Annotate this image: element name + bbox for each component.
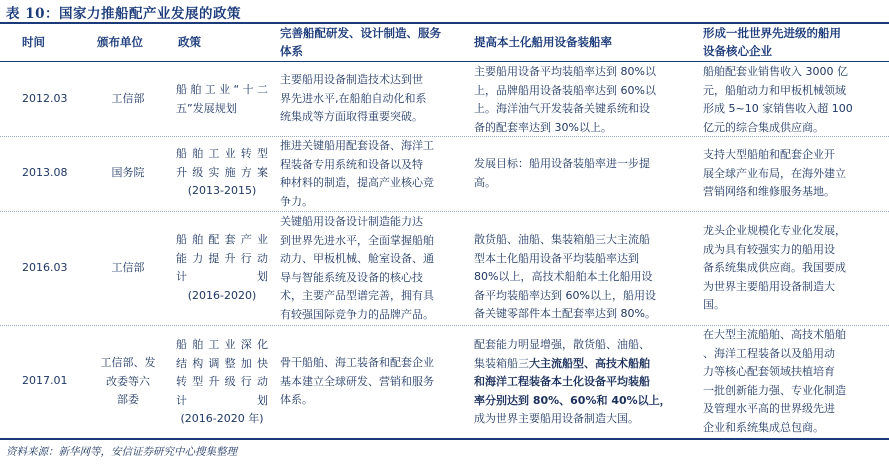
bottom-rule: [0, 438, 889, 440]
row1-dept: 工信部: [111, 92, 145, 105]
row1-c3: 船舶配套业销售收入 3000 亿 元，船舶动力和甲板机械领域 形成 5~10 家销售收入超 100 亿元的综合集成供应商。: [703, 65, 853, 134]
row3-c1: 关键船用设备设计制造能力达 到世界先进水平，全面掌握船舶 动力、甲板机械、舱室设备、通 导与智能系统及设备的核心技 术，主要产品型谱完善，拥有具 有较强国际竞争力的品牌产品。: [280, 215, 434, 321]
row1-c1: 主要船用设备制造技术达到世 界先进水平,在船舶自动化和系 统集成等方面取得重要突破。: [280, 73, 427, 123]
row4-dept: 工信部、发 改委等六 部委: [100, 356, 156, 406]
row3-policy: 船舶配套产业 能力提升行动 计 划 (2016-2020): [176, 233, 268, 302]
row4-policy: 船舶工业深化 结构调整加快 转型升级行动 计 划 (2016-2020 年): [176, 338, 268, 425]
header-c3-line2: 设备核心企业: [703, 44, 772, 58]
row3-dept: 工信部: [111, 261, 145, 274]
row3-time: 2016.03: [22, 261, 68, 274]
row2-c3: 支持大型船舶和配套企业开 展全球产业布局，在海外建立 营销网络和维修服务基地。: [703, 148, 846, 198]
row4-c1: 骨干船舶、海工装备和配套企业 基本建立全球研发、营销和服务 体系。: [280, 356, 434, 406]
header-policy: 政策: [178, 35, 201, 49]
row1-c2: 主要船用设备平均装船率达到 80%以 上，品牌船用设备装船率达到 60%以 上。海洋油气开发装备关键系统和设 备的配套率达到 30%以上。: [474, 65, 656, 134]
header-time: 时间: [22, 35, 45, 49]
header-c2: 提高本土化船用设备装船率: [474, 35, 612, 49]
row2-time: 2013.08: [22, 166, 68, 179]
table-title: 表 10：国家力推船配产业发展的政策: [6, 6, 241, 22]
row-divider: [0, 211, 889, 212]
row4-c3: 在大型主流船舶、高技术船舶 、海洋工程装备以及船用动 力等核心配套领域扶植培育 一批创新能力强、专业化制造 及管理水平高的世界级先进 企业和系统集成总包商。: [703, 328, 846, 434]
row4-time: 2017.01: [22, 374, 68, 387]
row1-policy: 船舶工业“十二 五”发展规划: [176, 83, 268, 115]
header-c1-line2: 体系: [280, 44, 303, 58]
header-c1-line1: 完善船配研发、设计制造、服务: [280, 26, 441, 40]
source-note: 资料来源：新华网等，安信证券研究中心搜集整理: [6, 446, 237, 458]
row2-c2: 发展目标：船用设备装船率进一步提 高。: [474, 157, 650, 189]
row3-c3: 龙头企业规模化专业化发展， 成为具有较强实力的船用设 备系统集成供应商。我国要成 为世界主要船用设备制造大 国。: [703, 224, 846, 311]
row1-time: 2012.03: [22, 92, 68, 105]
row2-c1: 推进关键船用配套设备、海洋工 程装备专用系统和设备以及特 种材料的制造，提高产业核心竞 争力。: [280, 139, 434, 208]
header-rule: [0, 61, 889, 62]
row2-dept: 国务院: [111, 166, 145, 179]
header-dept: 颁布单位: [97, 35, 143, 49]
row3-c2: 散货船、油船、集装箱船三大主流船 型本土化船用设备平均装船率达到 80%以上，高技术船舶本土化船用设 备平均装船率达到 60%以上，船用设 备关键零部件本土配套率达到 80%。: [474, 233, 656, 320]
row2-policy: 船舶工业转型 升级实施方案 (2013-2015): [176, 147, 268, 197]
header-c3-line1: 形成一批世界先进级的船用: [703, 26, 841, 40]
row4-c2: 配套能力明显增强，散货船、油船、 集装箱船三大主流船型、高技术船舶 和海洋工程装备本土化设备平均装船 率分别达到 80%、60%和 40%以上， 成为世界主要船用设备制造大国。: [474, 338, 671, 425]
